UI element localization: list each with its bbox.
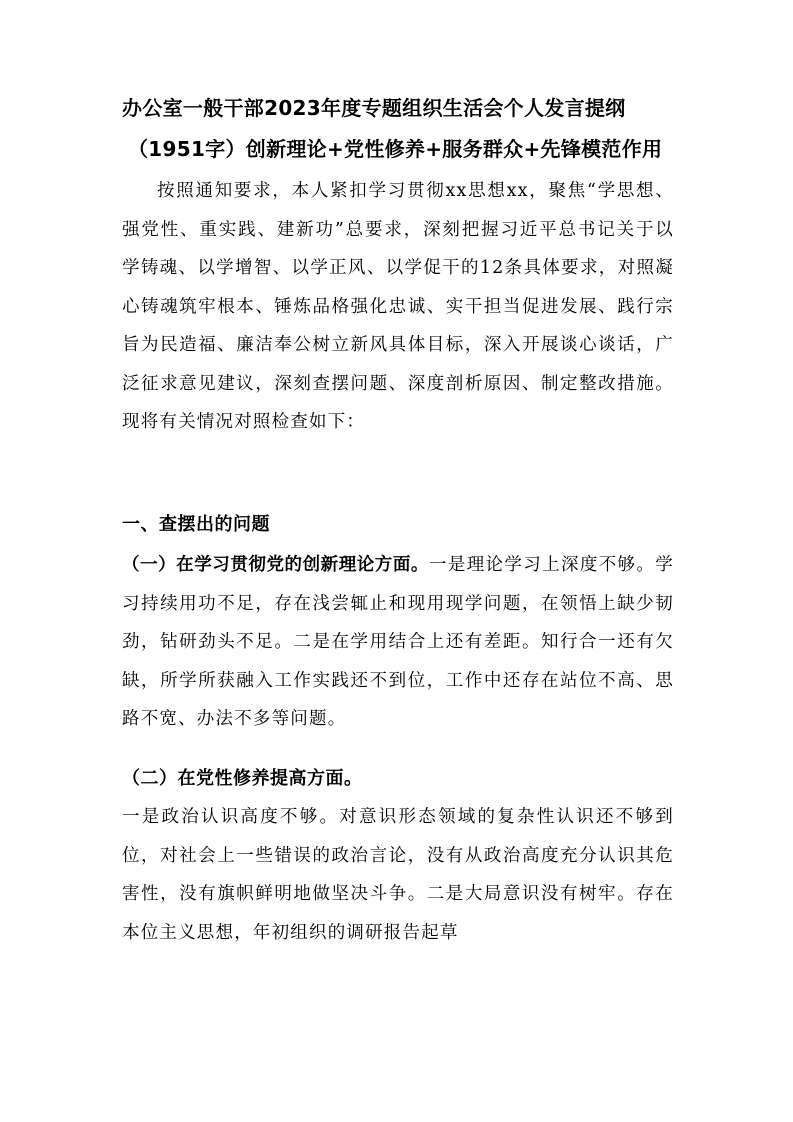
item-2-paragraph: 一是政治认识高度不够。对意识形态领域的复杂性认识还不够到位，对社会上一些错误的政治言论，没有从政治高度充分认识其危害性，没有旗帜鲜明地做坚决斗争。二是大局意识没有树牢。存在本位主义思想，年初组织的调研报告起草 xyxy=(122,807,674,943)
section-heading: 一、查摆出的问题 xyxy=(122,514,270,535)
document-title-line-1: 办公室一般干部2023年度专题组织生活会个人发言提纲 xyxy=(122,96,626,120)
document-title-line-2: （1951字）创新理论+党性修养+服务群众+先锋模范作用 xyxy=(128,137,663,161)
item-1-lead: （一）在学习贯彻党的创新理论方面。 xyxy=(122,555,429,575)
intro-paragraph: 按照通知要求，本人紧扣学习贯彻xx思想xx，聚焦“学思想、强党性、重实践、建新功”总要求，深刻把握习近平总书记关于以学铸魂、以学增智、以学正风、以学促干的12条具体要求，对照凝心铸魂筑牢根本、锤炼品格强化忠诚、实干担当促进发展、践行宗旨为民造福、廉洁奉公树立新风具体目标，深入开展谈心谈话，广泛征求意见建议，深刻查摆问题、深度剖析原因、制定整改措施。现将有关情况对照检查如下： xyxy=(122,181,674,432)
item-1-body: 一是理论学习上深度不够。学习持续用功不足，存在浅尝辄止和现用现学问题，在领悟上缺少韧劲，钻研劲头不足。二是在学用结合上还有差距。知行合一还有欠缺，所学所获融入工作实践还不到位，工作中还存在站位不高、思路不宽、办法不多等问题。 xyxy=(122,555,674,729)
item-1-paragraph xyxy=(122,546,674,739)
item-2-heading: （二）在党性修养提高方面。 xyxy=(122,768,363,789)
